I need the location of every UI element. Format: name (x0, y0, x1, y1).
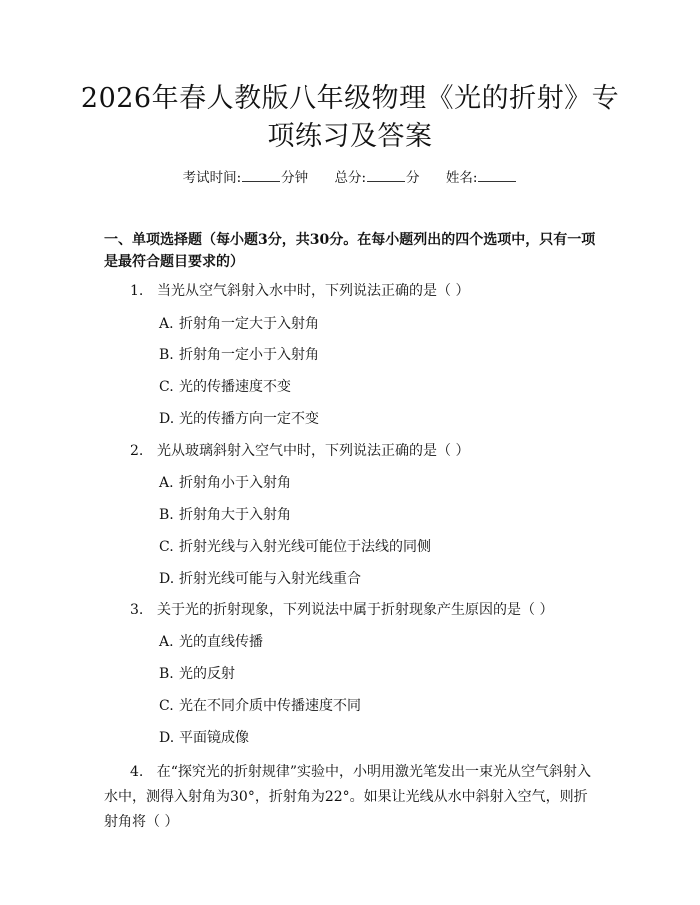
question-2-option-b (159, 505, 291, 525)
question-2-option-a (159, 473, 291, 493)
option-text: 折射光线可能与入射光线重合 (179, 571, 361, 587)
section-heading-line-1: 一、单项选择题（每小题3分，共30分。在每小题列出的四个选项中，只有一项 (104, 232, 596, 248)
student-name (446, 168, 518, 188)
question-number: 3. (130, 602, 144, 618)
question-2-option-d (159, 569, 361, 589)
exam-time-unit: 分钟 (281, 170, 309, 186)
option-letter: B. (159, 666, 174, 682)
question-stem: 光从玻璃斜射入空气中时，下列说法正确的是（ ） (157, 443, 470, 459)
total-score (334, 168, 419, 188)
student-name-label: 姓名: (445, 170, 478, 186)
option-text: 光的传播方向一定不变 (179, 411, 319, 427)
option-letter: A. (159, 475, 174, 491)
option-letter: D. (159, 730, 175, 746)
title-line-2: 项练习及答案 (267, 121, 433, 152)
question-1 (130, 281, 469, 301)
question-stem: 当光从空气斜射入水中时，下列说法正确的是（ ） (157, 283, 470, 299)
question-3-option-b (159, 664, 235, 684)
option-letter: A. (159, 634, 174, 650)
question-1-option-b (159, 345, 319, 365)
question-2 (130, 441, 469, 461)
option-letter: C. (159, 379, 174, 395)
question-stem: 在“探究光的折射规律”实验中，小明用激光笔发出一束光从空气斜射入水中，测得入射角为30°，折射角为22°。如果让光线从水中斜射入空气，则折射角将（ ） (104, 764, 592, 830)
question-number: 1. (130, 283, 144, 299)
option-text: 光的反射 (179, 666, 235, 682)
question-3-option-c (159, 696, 361, 716)
question-3-option-a (159, 632, 263, 652)
option-text: 折射角小于入射角 (179, 475, 291, 491)
total-score-blank (367, 168, 405, 182)
exam-time-blank (242, 168, 280, 182)
option-letter: D. (159, 571, 175, 587)
option-letter: C. (159, 539, 174, 555)
question-1-option-d (159, 409, 319, 429)
option-letter: C. (159, 698, 174, 714)
exam-time (183, 168, 309, 188)
student-name-blank (478, 168, 516, 182)
option-text: 平面镜成像 (179, 730, 249, 746)
total-score-unit: 分 (406, 170, 420, 186)
option-letter: B. (159, 507, 174, 523)
option-letter: B. (159, 347, 174, 363)
option-text: 光的传播速度不变 (179, 379, 291, 395)
total-score-label: 总分: (334, 170, 367, 186)
option-text: 折射角一定小于入射角 (179, 347, 319, 363)
option-letter: A. (159, 316, 174, 332)
section-heading (104, 229, 604, 273)
exam-info-row (0, 168, 700, 188)
option-text: 折射角大于入射角 (179, 507, 291, 523)
option-text: 折射角一定大于入射角 (179, 316, 319, 332)
option-letter: D. (159, 411, 175, 427)
question-4 (104, 760, 600, 835)
option-text: 光在不同介质中传播速度不同 (179, 698, 361, 714)
option-text: 折射光线与入射光线可能位于法线的同侧 (179, 539, 431, 555)
title-line-1: 2026年春人教版八年级物理《光的折射》专 (80, 83, 620, 114)
question-stem: 关于光的折射现象，下列说法中属于折射现象产生原因的是（ ） (157, 602, 554, 618)
question-3 (130, 600, 553, 620)
question-1-option-a (159, 314, 319, 334)
section-heading-line-2: 是最符合题目要求的） (104, 254, 244, 270)
exam-time-label: 考试时间: (182, 170, 242, 186)
option-text: 光的直线传播 (179, 634, 263, 650)
question-number: 2. (130, 443, 144, 459)
question-1-option-c (159, 377, 291, 397)
question-2-option-c (159, 537, 431, 557)
page-title (60, 80, 640, 156)
question-number: 4. (130, 764, 144, 780)
question-3-option-d (159, 728, 249, 748)
